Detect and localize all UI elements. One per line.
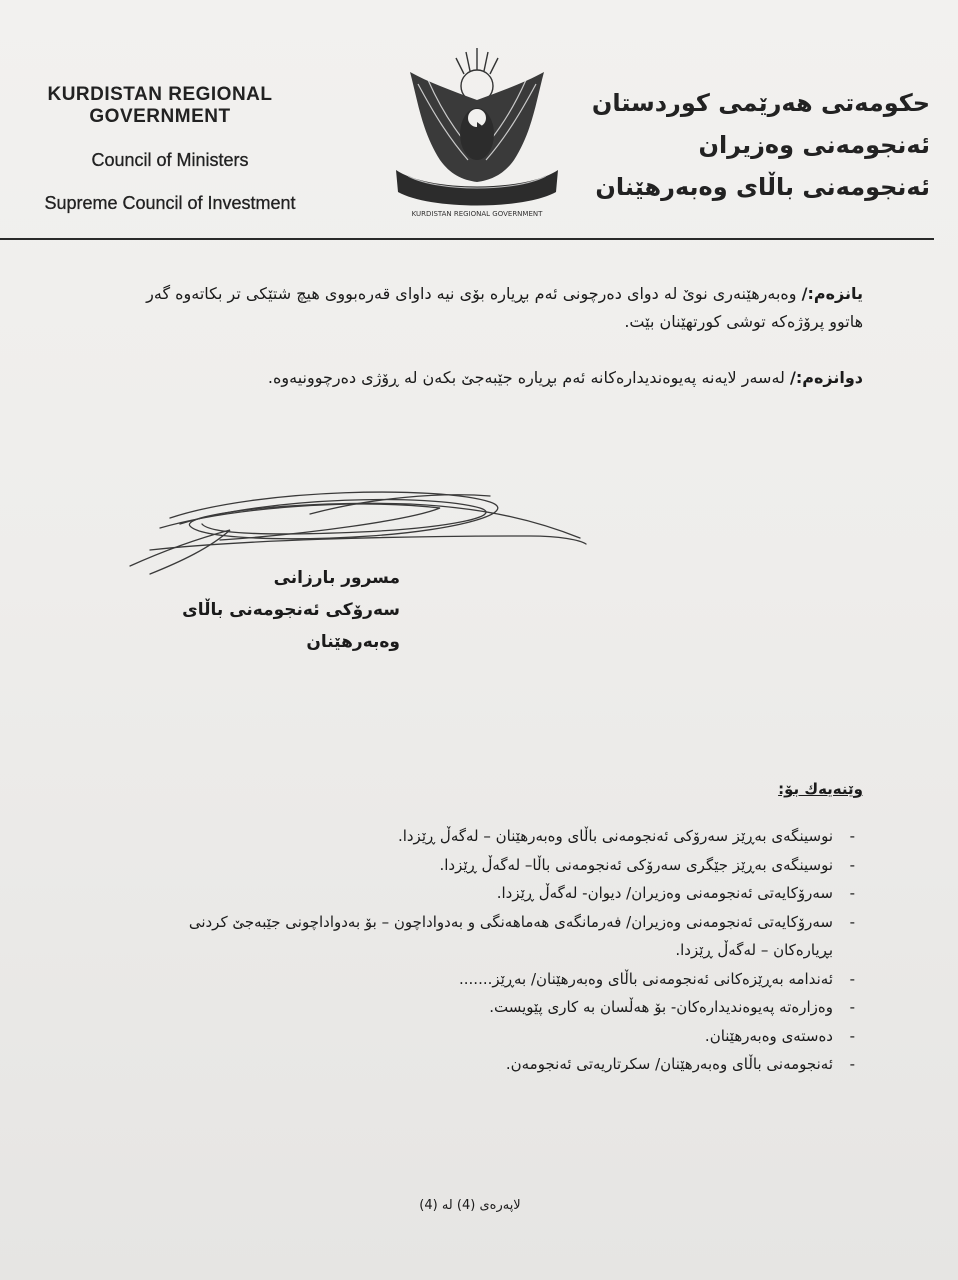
letterhead-english	[0, 84, 340, 214]
cc-item: - وەزارەتە پەیوەندیدارەكان- بۆ هەڵسان بە كاری پێویست.	[143, 993, 833, 1022]
paragraph-eleven-text: وەبەرهێنەری نوێ لە دوای دەرچونی ئەم بڕیارە بۆی نیە داوای قەرەبووی هیچ شتێكی تر بكاتەوە گەر هاتوو پرۆژەكە توشی كورتهێنان بێت.	[146, 284, 863, 331]
cc-item: - دەستەی وەبەرهێنان.	[143, 1022, 833, 1051]
signer-name: مسرور بارزانی	[273, 568, 400, 588]
cc-item: - سەرۆكایەتی ئەنجومەنی وەزیران/ فەرمانگەی هەماهەنگی و بەدواداچون – بۆ بەدواداچونی جێبەجێ كردنی بڕیارەكان – لەگەڵ ڕێزدا.	[143, 908, 833, 965]
emblem-caption: KURDISTAN REGIONAL GOVERNMENT	[411, 210, 543, 218]
paragraph-twelve	[143, 364, 863, 392]
paragraph-eleven-label: یانزەم:/	[801, 284, 863, 303]
signer-title: سەرۆكی ئەنجومەنی باڵای وەبەرهێنان	[182, 600, 400, 652]
cc-item: - سەرۆكایەتی ئەنجومەنی وەزیران/ دیوان- لەگەڵ ڕێزدا.	[143, 879, 833, 908]
cc-item: - نوسینگەی بەڕێز جێگری سەرۆكی ئەنجومەنی باڵا– لەگەڵ ڕێزدا.	[143, 851, 833, 880]
paragraph-twelve-text: لەسەر لایەنە پەیوەندیدارەكانە ئەم بڕیارە جێبەجێ بكەن لە ڕۆژی دەرچوونیەوە.	[267, 368, 785, 387]
header-divider	[0, 238, 934, 240]
paragraph-twelve-label: دوانزەم:/	[789, 368, 863, 387]
cc-item: - ئەنجومەنی باڵای وەبەرهێنان/ سكرتاریەتی ئەنجومەن.	[143, 1050, 833, 1079]
signer-block	[150, 562, 400, 658]
supreme-council-name-en: Supreme Council of Investment	[44, 193, 296, 213]
government-name-en: KURDISTAN REGIONAL GOVERNMENT	[47, 84, 273, 127]
page-number: لاپەرەی (4) لە (4)	[419, 1198, 521, 1213]
letterhead-kurdish	[530, 82, 930, 208]
cc-item: - نوسینگەی بەڕێز سەرۆكی ئەنجومەنی باڵای وەبەرهێنان – لەگەڵ ڕێزدا.	[143, 822, 833, 851]
cc-list	[143, 822, 833, 1079]
cc-item: - ئەندامە بەڕێزەكانی ئەنجومەنی باڵای وەبەرهێنان/ بەڕێز.......	[143, 965, 833, 994]
cc-heading: وێنەیەك بۆ:	[778, 780, 863, 798]
government-name-ku: حكومەتی هەرێمی كوردستان	[591, 89, 930, 117]
paragraph-eleven	[143, 280, 863, 336]
council-name-ku: ئەنجومەنی وەزیران	[698, 131, 930, 159]
council-name-en: Council of Ministers	[91, 150, 249, 170]
supreme-council-name-ku: ئەنجومەنی باڵای وەبەرهێنان	[595, 173, 930, 201]
